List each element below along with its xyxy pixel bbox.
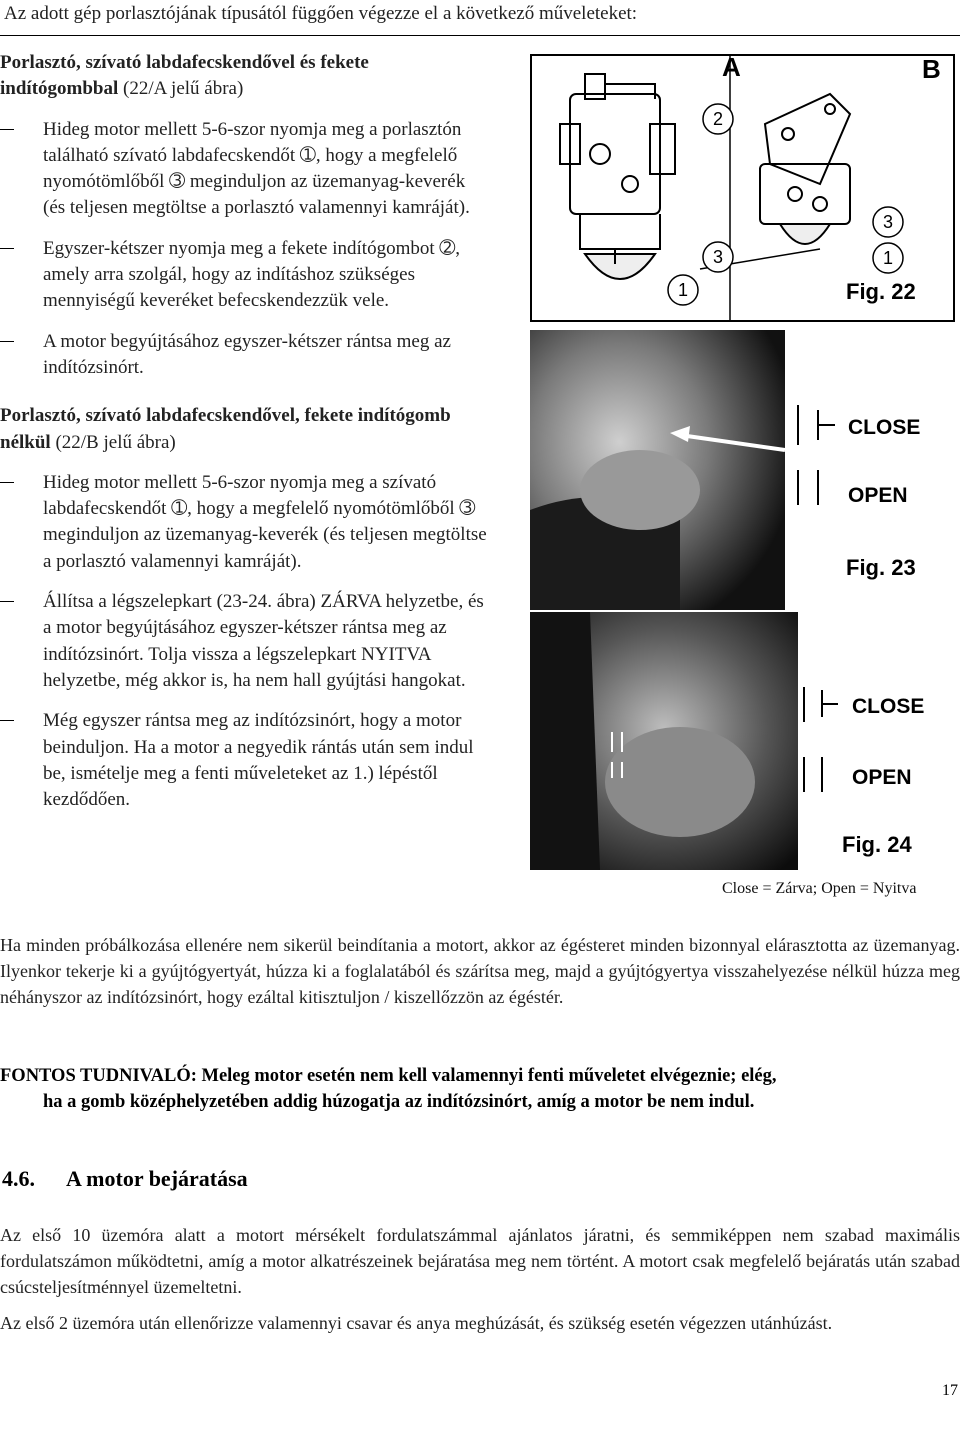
page-number: 17 <box>942 1382 958 1399</box>
fig24-close-label: CLOSE <box>852 695 925 718</box>
warning-line-2: ha a gomb középhelyzetében addig húzogatja az indítózsinórt, amíg a motor be nem indul. <box>43 1092 755 1112</box>
figure-caption-legend: Close = Zárva; Open = Nyitva <box>722 880 917 897</box>
figure-22-drawing <box>530 54 955 322</box>
list-item <box>0 117 490 222</box>
section1-heading <box>0 50 490 103</box>
callout-3-b: 3 <box>882 212 894 232</box>
fig23-caption: Fig. 23 <box>846 555 916 580</box>
section-title: A motor bejáratása <box>66 1166 248 1191</box>
section2-heading-ref: (22/B jelű ábra) <box>50 431 176 453</box>
list-item <box>0 329 490 382</box>
list-item <box>0 589 490 694</box>
list-item <box>0 236 490 315</box>
warning-line-1: FONTOS TUDNIVALÓ: Meleg motor esetén nem kell valamennyi fenti műveletet elvégeznie; elég, <box>0 1066 777 1086</box>
fig22-caption: Fig. 22 <box>846 279 916 304</box>
top-rule <box>0 35 960 36</box>
fig23-open-label: OPEN <box>848 484 908 507</box>
list-item <box>0 470 490 575</box>
fig22-label-a: A <box>722 54 741 82</box>
callout-3-a: 3 <box>712 247 724 267</box>
intro-text: Az adott gép porlasztójának típusától függően végezze el a következő műveleteket: <box>4 3 638 24</box>
section-heading <box>2 1166 248 1192</box>
section1-list <box>0 117 490 382</box>
figure-24-choke <box>530 612 955 870</box>
callout-1-a: 1 <box>677 280 689 300</box>
figure-23-drawing <box>530 330 955 610</box>
list-item-text: Egyszer-kétszer nyomja meg a fekete indítógombot ➁, amely arra szolgál, hogy az indításhoz szükséges mennyiségű keveréket befecskendezzük vele. <box>43 237 461 312</box>
figure-22-carburetor <box>530 54 955 322</box>
list-item-text: A motor begyújtásához egyszer-kétszer rántsa meg az indítózsinórt. <box>43 330 451 378</box>
check-paragraph: Az első 2 üzemóra után ellenőrizze valamennyi csavar és anya meghúzását, és szükség esetén végezzen utánhúzást. <box>0 1313 833 1333</box>
callout-2-a: 2 <box>712 109 724 129</box>
dash-marker <box>0 482 14 483</box>
list-item-text: Még egyszer rántsa meg az indítózsinórt, hogy a motor beinduljon. Ha a motor a negyedik rántás után sem indul be, ismételje meg a fenti műveleteket az 1.) lépéstől kezdődően. <box>43 710 474 811</box>
warning-block <box>0 1063 960 1115</box>
fig24-open-label: OPEN <box>852 766 912 789</box>
figure-24-drawing <box>530 612 955 870</box>
dash-marker <box>0 341 14 342</box>
list-item-text: Hideg motor mellett 5-6-szor nyomja meg a szívató labdafecskendőt ➀, hogy a megfelelő nyomótömlőből ➂ meginduljon az üzemanyag-keverék (és teljesen megtöltse a porlasztó valamennyi kamráját). <box>43 471 487 572</box>
section1-heading-bold: Porlasztó, szívató labdafecskendővel és fekete indítógombbal <box>0 52 369 100</box>
dash-marker <box>0 601 14 602</box>
fig22-label-b: B <box>922 54 941 84</box>
section2-heading <box>0 403 490 456</box>
section1-heading-ref: (22/A jelű ábra) <box>118 78 244 100</box>
dash-marker <box>0 248 14 249</box>
flooding-paragraph: Ha minden próbálkozása ellenére nem sikerül beindítania a motort, akkor az égésteret minden bizonnyal elárasztotta az üzemanyag. Ilyenkor tekerje ki a gyújtógyertyát, húzza ki a foglalatából és szárítsa meg, majd a gyújtógyertya visszahelyezése nélkül húzza meg néhányszor az indítózsinórt, hogy ezáltal kitisztuljon / kiszellőzzön az égéstér. <box>0 935 960 1007</box>
dash-marker <box>0 129 14 130</box>
dash-marker <box>0 720 14 721</box>
figure-23-choke <box>530 330 955 610</box>
section2-heading-bold: Porlasztó, szívató labdafecskendővel, fekete indítógomb nélkül <box>0 405 451 453</box>
section2-list <box>0 470 490 814</box>
fig23-close-label: CLOSE <box>848 416 921 439</box>
list-item-text: Hideg motor mellett 5-6-szor nyomja meg a porlasztón található szívató labdafecskendőt ➀, hogy a megfelelő nyomótömlőből ➂ meginduljon az üzemanyag-keverék (és teljesen megtöltse a porlasztó valamennyi kamráját). <box>43 118 470 219</box>
section-number: 4.6. <box>2 1166 35 1191</box>
fig24-caption: Fig. 24 <box>842 832 912 857</box>
left-column <box>0 50 490 835</box>
break-in-paragraph: Az első 10 üzemóra alatt a motort mérsékelt fordulatszámmal ajánlatos járatni, és semmiképpen nem szabad maximális fordulatszámon működtetni, amíg a motor alkatrészeinek bejáratása meg nem történt. A motort csak megfelelő bejáratás után szabad csúcsteljesítménnyel üzemeltetni. <box>0 1225 960 1297</box>
list-item-text: Állítsa a légszelepkart (23-24. ábra) ZÁRVA helyzetbe, és a motor begyújtásához egyszer-kétszer rántsa meg az indítózsinórt. Tolja vissza a légszelepkart NYITVA helyzetbe, még akkor is, ha nem hall gyújtási hangokat. <box>43 591 484 691</box>
list-item <box>0 708 490 813</box>
callout-1-b: 1 <box>882 248 894 268</box>
